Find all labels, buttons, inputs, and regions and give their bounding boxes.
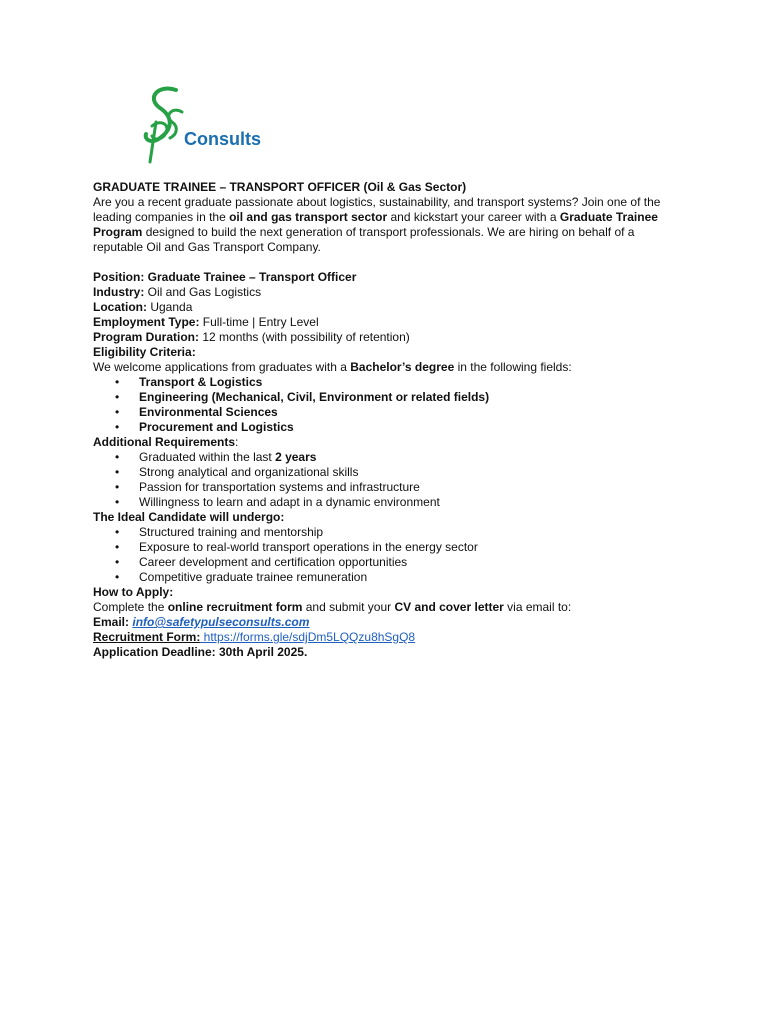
eligibility-lead: We welcome applications from graduates with a Bachelor’s degree in the following fields: <box>93 360 572 374</box>
detail-program-duration: Program Duration: 12 months (with possibility of retention) <box>93 330 410 344</box>
position-line: Position: Graduate Trainee – Transport Officer <box>93 270 357 284</box>
list-item: • Strong analytical and organizational skills <box>115 465 359 479</box>
posting-title: GRADUATE TRAINEE – TRANSPORT OFFICER (Oil & Gas Sector) <box>93 180 467 194</box>
list-item: • Passion for transportation systems and infrastructure <box>115 480 420 494</box>
list-item: • Career development and certification opportunities <box>115 555 408 569</box>
eligibility-heading: Eligibility Criteria: <box>93 345 196 359</box>
recruitment-form-label: Recruitment Form: <box>93 630 201 644</box>
recruitment-form-link[interactable]: https://forms.gle/sdjDm5LQQzu8hSgQ8 <box>200 630 416 644</box>
list-item: • Engineering (Mechanical, Civil, Environment or related fields) <box>115 390 490 404</box>
application-deadline: Application Deadline: 30th April 2025. <box>93 645 308 659</box>
detail-employment-type: Employment Type: Full-time | Entry Level <box>93 315 319 329</box>
job-posting <box>93 180 683 660</box>
how-to-apply-instructions: Complete the online recruitment form and submit your CV and cover letter via email to: <box>93 600 572 614</box>
list-item: • Environmental Sciences <box>115 405 278 419</box>
list-item: • Graduated within the last 2 years <box>115 450 317 464</box>
email-line: Email: info@safetypulseconsults.com <box>93 615 310 629</box>
email-link[interactable]: info@safetypulseconsults.com <box>132 615 310 629</box>
logo-mark <box>138 82 268 167</box>
requirements-list <box>93 450 683 510</box>
ideal-candidate-list <box>93 525 683 585</box>
detail-location: Location: Uganda <box>93 300 193 314</box>
requirements-heading: Additional Requirements: <box>93 435 239 449</box>
list-item: • Structured training and mentorship <box>115 525 324 539</box>
intro-paragraph: Are you a recent graduate passionate about logistics, sustainability, and transport systems? Join one of the leading companies in the oil and gas transport sector and kickstart your career with a Graduate Trainee Program designed to build the next generation of transport professionals. We are hiring on behalf of a reputable Oil and Gas Transport Company. <box>93 195 661 254</box>
list-item: • Exposure to real-world transport operations in the energy sector <box>115 540 478 554</box>
list-item: • Competitive graduate trainee remuneration <box>115 570 368 584</box>
list-item: • Willingness to learn and adapt in a dynamic environment <box>115 495 440 509</box>
list-item: • Transport & Logistics <box>115 375 263 389</box>
recruitment-form-line <box>93 630 683 645</box>
list-item: • Procurement and Logistics <box>115 420 294 434</box>
ideal-candidate-heading: The Ideal Candidate will undergo: <box>93 510 285 524</box>
detail-industry: Industry: Oil and Gas Logistics <box>93 285 262 299</box>
company-logo <box>138 82 268 167</box>
how-to-apply-heading: How to Apply: <box>93 585 174 599</box>
eligibility-list <box>93 375 683 435</box>
logo-wordmark: Consults <box>184 129 262 149</box>
